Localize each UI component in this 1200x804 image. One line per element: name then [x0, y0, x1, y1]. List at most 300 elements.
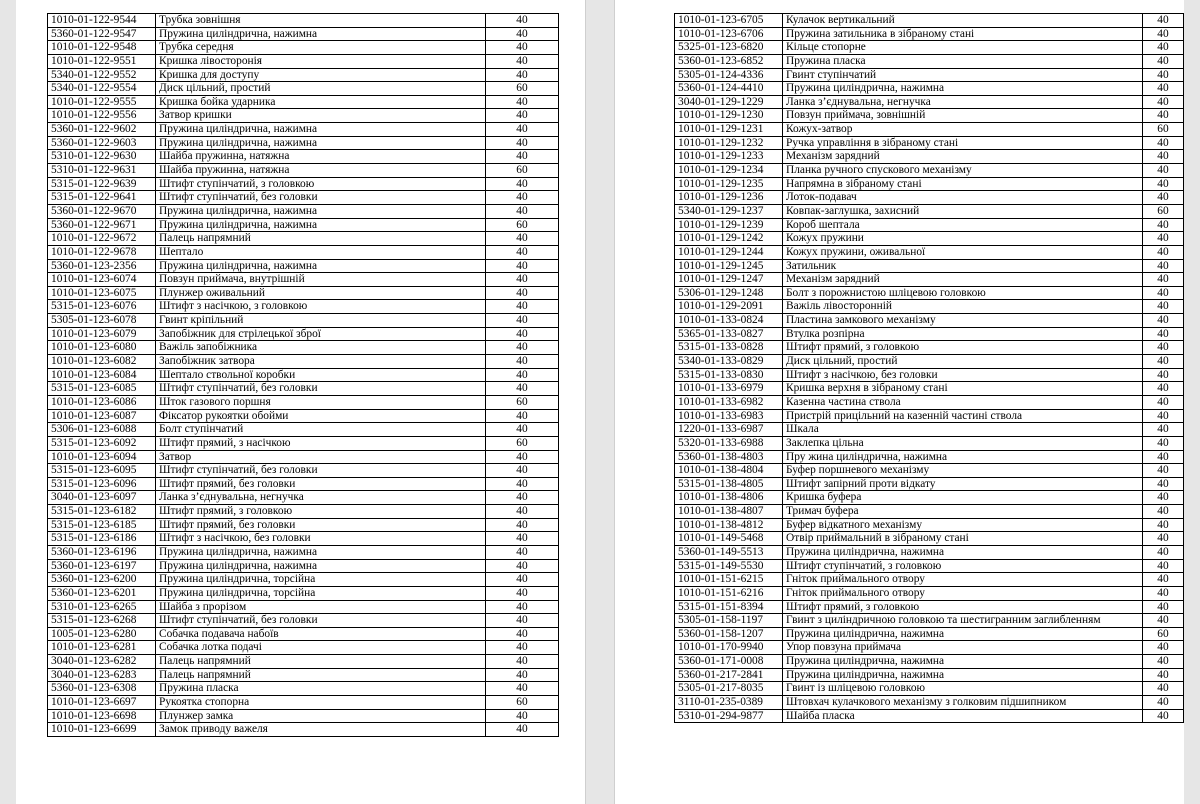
table-row — [675, 341, 1184, 355]
quantity-cell: 40 — [486, 41, 559, 55]
page-border — [585, 0, 586, 804]
part-code-cell: 5360-01-123-6196 — [48, 545, 156, 559]
table-row — [48, 218, 559, 232]
part-code-cell: 1010-01-123-6082 — [48, 355, 156, 369]
quantity-cell: 40 — [486, 627, 559, 641]
part-name-cell: Фіксатор рукоятки обойми — [156, 409, 486, 423]
part-code-cell: 1010-01-122-9672 — [48, 232, 156, 246]
table-row — [48, 655, 559, 669]
part-name-cell: Палець напрямний — [156, 232, 486, 246]
quantity-cell: 40 — [1143, 191, 1184, 205]
quantity-cell: 60 — [486, 82, 559, 96]
part-code-cell: 5340-01-133-0829 — [675, 355, 783, 369]
part-name-cell: Пружина циліндрична, нажимна — [783, 655, 1143, 669]
part-code-cell: 1010-01-123-6094 — [48, 450, 156, 464]
part-code-cell: 1010-01-170-9940 — [675, 641, 783, 655]
part-name-cell: Шкала — [783, 423, 1143, 437]
part-name-cell: Пру жина циліндрична, нажимна — [783, 450, 1143, 464]
part-code-cell: 5360-01-123-6852 — [675, 54, 783, 68]
part-name-cell: Пружина циліндрична, нажимна — [783, 627, 1143, 641]
part-code-cell: 1010-01-123-6084 — [48, 368, 156, 382]
quantity-cell: 40 — [1143, 164, 1184, 178]
quantity-cell: 40 — [486, 382, 559, 396]
quantity-cell: 40 — [1143, 545, 1184, 559]
quantity-cell: 40 — [1143, 341, 1184, 355]
part-name-cell: Пружина циліндрична, нажимна — [156, 136, 486, 150]
quantity-cell: 60 — [486, 696, 559, 710]
part-name-cell: Пружина циліндрична, нажимна — [783, 545, 1143, 559]
part-name-cell: Пружина затильника в зібраному стані — [783, 27, 1143, 41]
table-row — [675, 668, 1184, 682]
part-name-cell: Кришка верхня в зібраному стані — [783, 382, 1143, 396]
table-row — [48, 300, 559, 314]
table-row — [48, 614, 559, 628]
table-row — [48, 82, 559, 96]
part-code-cell: 5306-01-129-1248 — [675, 286, 783, 300]
part-code-cell: 5360-01-123-6197 — [48, 559, 156, 573]
quantity-cell: 40 — [486, 532, 559, 546]
table-row — [48, 627, 559, 641]
part-code-cell: 1010-01-129-1231 — [675, 123, 783, 137]
table-row — [48, 164, 559, 178]
part-code-cell: 1010-01-129-1232 — [675, 136, 783, 150]
quantity-cell: 40 — [486, 191, 559, 205]
table-row — [48, 423, 559, 437]
part-code-cell: 5360-01-158-1207 — [675, 627, 783, 641]
part-code-cell: 5360-01-123-6308 — [48, 682, 156, 696]
part-name-cell: Пружина циліндрична, нажимна — [156, 204, 486, 218]
part-name-cell: Кожух пружини — [783, 232, 1143, 246]
quantity-cell: 40 — [486, 232, 559, 246]
table-row — [675, 95, 1184, 109]
part-code-cell: 3040-01-123-6097 — [48, 491, 156, 505]
part-name-cell: Шайба пружинна, натяжна — [156, 150, 486, 164]
part-code-cell: 1010-01-129-1236 — [675, 191, 783, 205]
table-row — [675, 436, 1184, 450]
table-row — [675, 191, 1184, 205]
table-row — [675, 286, 1184, 300]
part-code-cell: 1010-01-123-6080 — [48, 341, 156, 355]
quantity-cell: 40 — [1143, 150, 1184, 164]
table-row — [48, 436, 559, 450]
table-row — [48, 177, 559, 191]
part-name-cell: Пружина пласка — [156, 682, 486, 696]
part-code-cell: 1010-01-122-9548 — [48, 41, 156, 55]
part-code-cell: 5315-01-133-0830 — [675, 368, 783, 382]
part-code-cell: 1010-01-138-4807 — [675, 505, 783, 519]
table-row — [48, 123, 559, 137]
part-code-cell: 1010-01-123-6075 — [48, 286, 156, 300]
quantity-cell: 40 — [1143, 68, 1184, 82]
part-name-cell: Пружина циліндрична, нажимна — [156, 27, 486, 41]
table-row — [675, 355, 1184, 369]
part-code-cell: 5325-01-123-6820 — [675, 41, 783, 55]
part-name-cell: Трубка середня — [156, 41, 486, 55]
quantity-cell: 40 — [486, 709, 559, 723]
part-code-cell: 5315-01-123-6096 — [48, 477, 156, 491]
table-row — [48, 355, 559, 369]
part-code-cell: 3110-01-235-0389 — [675, 696, 783, 710]
part-code-cell: 5360-01-122-9547 — [48, 27, 156, 41]
quantity-cell: 40 — [1143, 27, 1184, 41]
table-row — [48, 532, 559, 546]
quantity-cell: 40 — [486, 464, 559, 478]
quantity-cell: 40 — [1143, 477, 1184, 491]
part-code-cell: 1010-01-123-6074 — [48, 273, 156, 287]
part-code-cell: 5315-01-123-6092 — [48, 436, 156, 450]
part-name-cell: Штифт ступінчатий, без головки — [156, 191, 486, 205]
table-row — [675, 423, 1184, 437]
part-name-cell: Кулачок вертикальний — [783, 14, 1143, 28]
part-name-cell: Штифт ступінчатий, без головки — [156, 614, 486, 628]
quantity-cell: 40 — [486, 95, 559, 109]
part-name-cell: Пружина циліндрична, нажимна — [156, 123, 486, 137]
table-row — [48, 545, 559, 559]
quantity-cell: 40 — [1143, 395, 1184, 409]
part-name-cell: Штифт прямий, з головкою — [156, 505, 486, 519]
quantity-cell: 40 — [486, 682, 559, 696]
table-row — [675, 573, 1184, 587]
part-code-cell: 1010-01-138-4804 — [675, 464, 783, 478]
parts-table — [674, 13, 1184, 723]
part-code-cell: 1010-01-129-1233 — [675, 150, 783, 164]
quantity-cell: 40 — [486, 259, 559, 273]
table-row — [675, 382, 1184, 396]
table-row — [675, 559, 1184, 573]
part-name-cell: Кожух пружини, оживальної — [783, 245, 1143, 259]
part-name-cell: Механізм зарядний — [783, 273, 1143, 287]
table-row — [675, 614, 1184, 628]
part-name-cell: Диск цільний, простий — [783, 355, 1143, 369]
part-code-cell: 5315-01-122-9639 — [48, 177, 156, 191]
quantity-cell: 40 — [486, 123, 559, 137]
table-row — [48, 491, 559, 505]
quantity-cell: 40 — [486, 723, 559, 737]
quantity-cell: 40 — [1143, 41, 1184, 55]
part-code-cell: 5360-01-149-5513 — [675, 545, 783, 559]
quantity-cell: 40 — [1143, 54, 1184, 68]
table-row — [675, 545, 1184, 559]
part-code-cell: 1010-01-129-1247 — [675, 273, 783, 287]
part-code-cell: 1010-01-133-6982 — [675, 395, 783, 409]
part-code-cell: 5315-01-149-5530 — [675, 559, 783, 573]
quantity-cell: 40 — [1143, 450, 1184, 464]
table-row — [675, 682, 1184, 696]
part-code-cell: 1010-01-122-9556 — [48, 109, 156, 123]
quantity-cell: 60 — [486, 164, 559, 178]
part-code-cell: 1010-01-123-6079 — [48, 327, 156, 341]
table-row — [675, 586, 1184, 600]
table-row — [675, 395, 1184, 409]
part-code-cell: 1010-01-151-6215 — [675, 573, 783, 587]
part-code-cell: 1010-01-129-1239 — [675, 218, 783, 232]
table-row — [48, 286, 559, 300]
table-row — [675, 314, 1184, 328]
quantity-cell: 40 — [1143, 559, 1184, 573]
table-row — [48, 409, 559, 423]
quantity-cell: 40 — [1143, 245, 1184, 259]
part-name-cell: Штифт з насічкою, без головки — [156, 532, 486, 546]
part-code-cell: 5360-01-138-4803 — [675, 450, 783, 464]
part-name-cell: Диск цільний, простий — [156, 82, 486, 96]
table-row — [675, 518, 1184, 532]
part-name-cell: Палець напрямний — [156, 655, 486, 669]
part-name-cell: Втулка розпірна — [783, 327, 1143, 341]
quantity-cell: 40 — [486, 450, 559, 464]
table-row — [48, 232, 559, 246]
quantity-cell: 40 — [486, 423, 559, 437]
part-name-cell: Пружина циліндрична, торсійна — [156, 586, 486, 600]
quantity-cell: 40 — [1143, 355, 1184, 369]
part-code-cell: 1010-01-129-1244 — [675, 245, 783, 259]
quantity-cell: 40 — [486, 573, 559, 587]
part-code-cell: 1010-01-122-9544 — [48, 14, 156, 28]
part-name-cell: Штифт ступінчатий, без головки — [156, 464, 486, 478]
table-row — [675, 641, 1184, 655]
quantity-cell: 40 — [486, 14, 559, 28]
part-code-cell: 5360-01-122-9670 — [48, 204, 156, 218]
part-name-cell: Запобіжник для стрілецької зброї — [156, 327, 486, 341]
part-name-cell: Затвор — [156, 450, 486, 464]
quantity-cell: 40 — [1143, 464, 1184, 478]
quantity-cell: 40 — [486, 54, 559, 68]
part-name-cell: Ручка управління в зібраному стані — [783, 136, 1143, 150]
part-code-cell: 1220-01-133-6987 — [675, 423, 783, 437]
quantity-cell: 40 — [486, 150, 559, 164]
table-row — [675, 177, 1184, 191]
part-name-cell: Планка ручного спускового механізму — [783, 164, 1143, 178]
part-code-cell: 1010-01-129-1235 — [675, 177, 783, 191]
table-row — [48, 273, 559, 287]
quantity-cell: 40 — [486, 314, 559, 328]
part-name-cell: Штифт ступінчатий, з головкою — [156, 177, 486, 191]
part-name-cell: Гвинт ступінчатий — [783, 68, 1143, 82]
part-name-cell: Кришка буфера — [783, 491, 1143, 505]
table-row — [675, 532, 1184, 546]
quantity-cell: 40 — [1143, 518, 1184, 532]
part-code-cell: 5340-01-122-9552 — [48, 68, 156, 82]
part-name-cell: Кільце стопорне — [783, 41, 1143, 55]
quantity-cell: 40 — [486, 641, 559, 655]
part-name-cell: Гвинт з циліндричною головкою та шестигранним заглибленням — [783, 614, 1143, 628]
part-name-cell: Ковпак-заглушка, захисний — [783, 204, 1143, 218]
quantity-cell: 40 — [486, 655, 559, 669]
quantity-cell: 40 — [486, 545, 559, 559]
quantity-cell: 40 — [1143, 82, 1184, 96]
part-code-cell: 5315-01-138-4805 — [675, 477, 783, 491]
quantity-cell: 40 — [1143, 696, 1184, 710]
part-name-cell: Отвір приймальний в зібраному стані — [783, 532, 1143, 546]
part-name-cell: Пружина циліндрична, нажимна — [156, 259, 486, 273]
quantity-cell: 40 — [486, 355, 559, 369]
table-row — [48, 477, 559, 491]
part-code-cell: 3040-01-123-6283 — [48, 668, 156, 682]
table-row — [675, 136, 1184, 150]
quantity-cell: 40 — [486, 109, 559, 123]
part-code-cell: 1010-01-149-5468 — [675, 532, 783, 546]
part-name-cell: Штифт з насічкою, з головкою — [156, 300, 486, 314]
part-name-cell: Замок приводу важеля — [156, 723, 486, 737]
part-name-cell: Гвинт із шліцевою головкою — [783, 682, 1143, 696]
table-row — [675, 368, 1184, 382]
table-row — [48, 600, 559, 614]
part-code-cell: 5340-01-129-1237 — [675, 204, 783, 218]
part-name-cell: Штовхач кулачкового механізму з голковим підшипником — [783, 696, 1143, 710]
table-row — [675, 464, 1184, 478]
page-border — [614, 0, 615, 804]
table-row — [675, 655, 1184, 669]
part-code-cell: 5305-01-123-6078 — [48, 314, 156, 328]
quantity-cell: 40 — [1143, 14, 1184, 28]
part-name-cell: Тримач буфера — [783, 505, 1143, 519]
quantity-cell: 40 — [486, 204, 559, 218]
part-name-cell: Болт з порожнистою шліцевою головкою — [783, 286, 1143, 300]
part-code-cell: 5360-01-122-9603 — [48, 136, 156, 150]
part-code-cell: 1010-01-123-6697 — [48, 696, 156, 710]
part-code-cell: 1010-01-129-2091 — [675, 300, 783, 314]
quantity-cell: 40 — [486, 518, 559, 532]
part-code-cell: 5360-01-122-9671 — [48, 218, 156, 232]
quantity-cell: 40 — [486, 245, 559, 259]
part-code-cell: 5315-01-123-6186 — [48, 532, 156, 546]
quantity-cell: 60 — [486, 395, 559, 409]
part-code-cell: 1010-01-123-6705 — [675, 14, 783, 28]
part-code-cell: 1010-01-129-1230 — [675, 109, 783, 123]
part-name-cell: Штифт прямий, без головки — [156, 518, 486, 532]
table-row — [48, 95, 559, 109]
part-code-cell: 5315-01-123-6085 — [48, 382, 156, 396]
part-name-cell: Штифт прямий, без головки — [156, 477, 486, 491]
part-name-cell: Упор повзуна приймача — [783, 641, 1143, 655]
part-name-cell: Штифт з насічкою, без головки — [783, 368, 1143, 382]
part-code-cell: 1010-01-138-4812 — [675, 518, 783, 532]
part-code-cell: 1010-01-122-9678 — [48, 245, 156, 259]
part-code-cell: 5340-01-122-9554 — [48, 82, 156, 96]
part-code-cell: 1010-01-123-6706 — [675, 27, 783, 41]
quantity-cell: 40 — [1143, 382, 1184, 396]
table-row — [675, 327, 1184, 341]
table-row — [48, 204, 559, 218]
table-row — [48, 314, 559, 328]
part-name-cell: Гніток приймального отвору — [783, 586, 1143, 600]
part-name-cell: Шайба з прорізом — [156, 600, 486, 614]
quantity-cell: 40 — [1143, 273, 1184, 287]
part-name-cell: Кришка бойка ударника — [156, 95, 486, 109]
quantity-cell: 60 — [1143, 204, 1184, 218]
table-row — [48, 641, 559, 655]
part-name-cell: Пружина циліндрична, нажимна — [783, 82, 1143, 96]
part-name-cell: Шептало ствольної коробки — [156, 368, 486, 382]
part-name-cell: Пружина циліндрична, нажимна — [783, 668, 1143, 682]
table-row — [48, 559, 559, 573]
quantity-cell: 40 — [1143, 136, 1184, 150]
quantity-cell: 60 — [1143, 627, 1184, 641]
table-row — [675, 627, 1184, 641]
part-code-cell: 5315-01-123-6268 — [48, 614, 156, 628]
part-code-cell: 5360-01-123-2356 — [48, 259, 156, 273]
part-name-cell: Штифт прямий, з головкою — [783, 341, 1143, 355]
quantity-cell: 40 — [1143, 709, 1184, 723]
quantity-cell: 40 — [1143, 436, 1184, 450]
quantity-cell: 40 — [486, 477, 559, 491]
quantity-cell: 40 — [1143, 573, 1184, 587]
quantity-cell: 40 — [1143, 491, 1184, 505]
part-name-cell: Штифт запірний проти відкату — [783, 477, 1143, 491]
table-row — [48, 245, 559, 259]
part-name-cell: Пружина циліндрична, нажимна — [156, 218, 486, 232]
part-name-cell: Пластина замкового механізму — [783, 314, 1143, 328]
table-row — [48, 450, 559, 464]
table-row — [48, 723, 559, 737]
table-row — [48, 518, 559, 532]
table-row — [675, 409, 1184, 423]
part-code-cell: 1010-01-129-1245 — [675, 259, 783, 273]
table-row — [48, 696, 559, 710]
part-code-cell: 1010-01-133-6983 — [675, 409, 783, 423]
part-code-cell: 5305-01-124-4336 — [675, 68, 783, 82]
table-row — [675, 600, 1184, 614]
part-name-cell: Кришка для доступу — [156, 68, 486, 82]
part-code-cell: 1010-01-133-0824 — [675, 314, 783, 328]
part-name-cell: Гвинт кріпільний — [156, 314, 486, 328]
table-row — [48, 259, 559, 273]
part-code-cell: 5320-01-133-6988 — [675, 436, 783, 450]
table-row — [48, 505, 559, 519]
quantity-cell: 40 — [1143, 614, 1184, 628]
part-name-cell: Шайба пласка — [783, 709, 1143, 723]
table-row — [675, 491, 1184, 505]
part-code-cell: 1010-01-123-6699 — [48, 723, 156, 737]
table-row — [48, 191, 559, 205]
quantity-cell: 40 — [486, 136, 559, 150]
part-name-cell: Шайба пружинна, натяжна — [156, 164, 486, 178]
quantity-cell: 40 — [486, 614, 559, 628]
part-name-cell: Повзун приймача, внутрішній — [156, 273, 486, 287]
part-name-cell: Плунжер замка — [156, 709, 486, 723]
table-row — [48, 341, 559, 355]
quantity-cell: 40 — [1143, 682, 1184, 696]
table-row — [675, 696, 1184, 710]
part-name-cell: Лоток-подавач — [783, 191, 1143, 205]
quantity-cell: 40 — [486, 368, 559, 382]
part-name-cell: Кожух-затвор — [783, 123, 1143, 137]
part-code-cell: 5360-01-123-6201 — [48, 586, 156, 600]
quantity-cell: 40 — [1143, 300, 1184, 314]
part-code-cell: 1010-01-133-6979 — [675, 382, 783, 396]
quantity-cell: 40 — [1143, 109, 1184, 123]
part-code-cell: 5315-01-123-6076 — [48, 300, 156, 314]
part-name-cell: Ланка з’єднувальна, негнучка — [783, 95, 1143, 109]
part-name-cell: Буфер поршневого механізму — [783, 464, 1143, 478]
part-code-cell: 1010-01-129-1242 — [675, 232, 783, 246]
part-code-cell: 5310-01-123-6265 — [48, 600, 156, 614]
table-row — [48, 573, 559, 587]
part-name-cell: Пружина циліндрична, нажимна — [156, 559, 486, 573]
part-code-cell: 5315-01-133-0828 — [675, 341, 783, 355]
part-code-cell: 5360-01-123-6200 — [48, 573, 156, 587]
table-row — [675, 477, 1184, 491]
part-name-cell: Повзун приймача, зовнішній — [783, 109, 1143, 123]
table-row — [675, 505, 1184, 519]
part-code-cell: 1010-01-122-9555 — [48, 95, 156, 109]
table-row — [675, 709, 1184, 723]
quantity-cell: 40 — [486, 559, 559, 573]
table-row — [48, 668, 559, 682]
quantity-cell: 40 — [1143, 600, 1184, 614]
part-name-cell: Пружина циліндрична, нажимна — [156, 545, 486, 559]
part-code-cell: 1010-01-129-1234 — [675, 164, 783, 178]
quantity-cell: 40 — [1143, 286, 1184, 300]
